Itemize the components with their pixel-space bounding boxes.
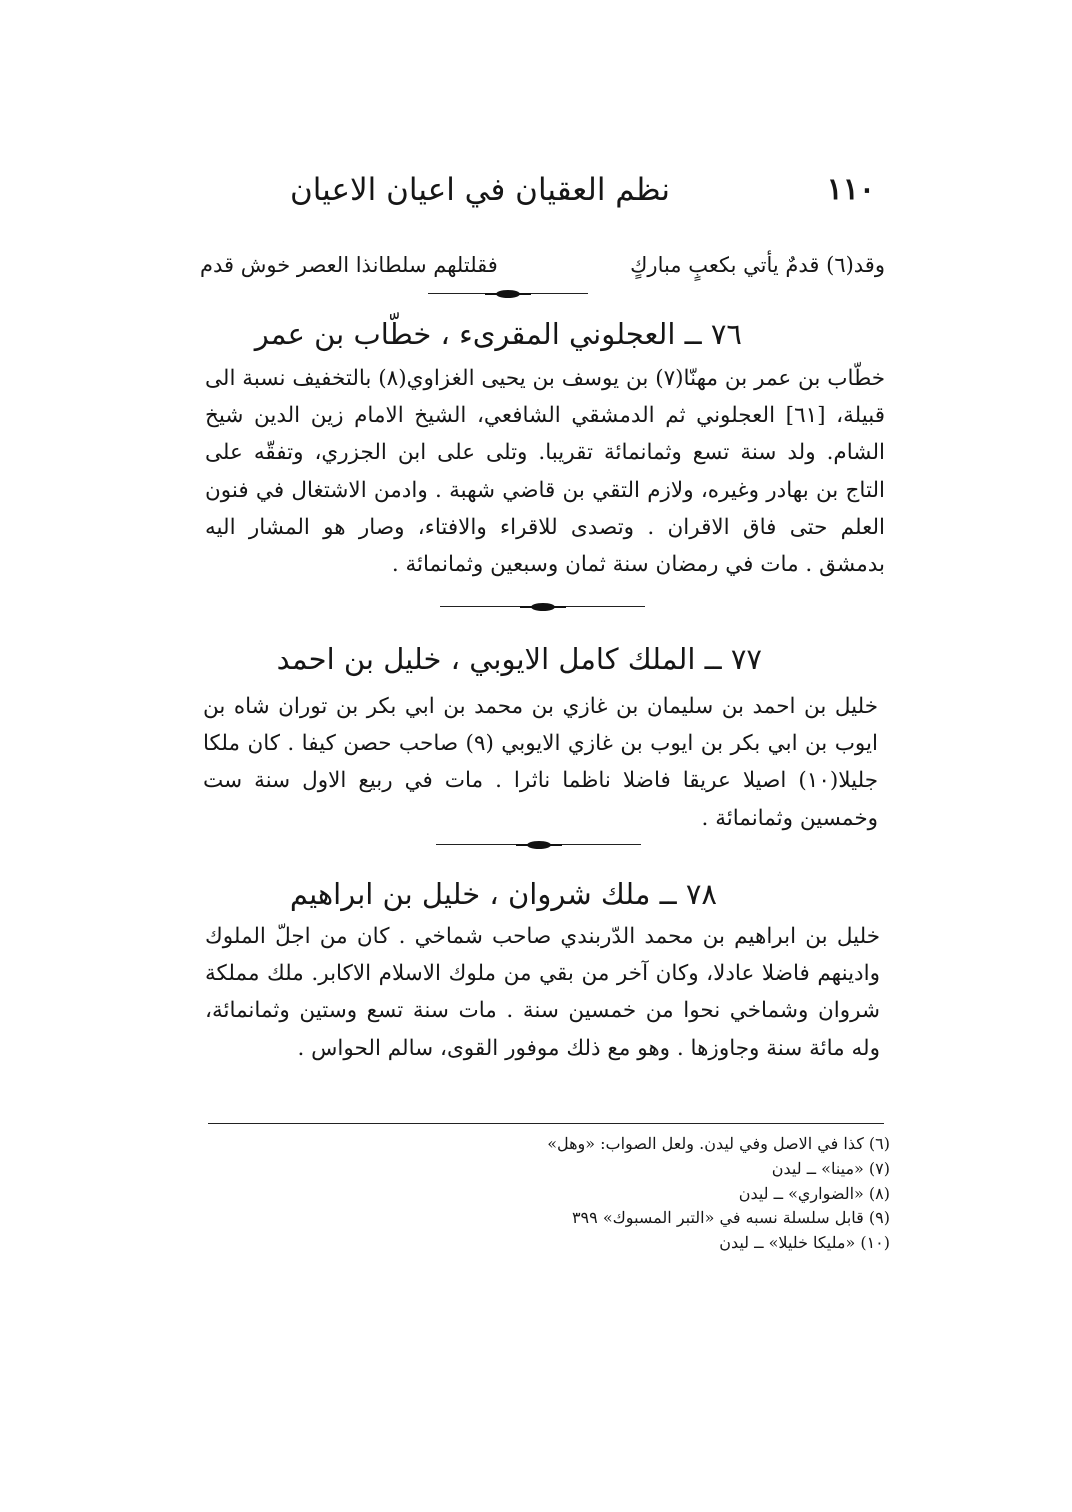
entry-heading-76: ٧٦ ــ العجلوني المقرىء ، خطّاب بن عمر: [254, 317, 742, 351]
section-divider-ornament: [440, 602, 645, 612]
section-divider-ornament: [428, 289, 588, 299]
section-divider-ornament: [436, 840, 641, 850]
footnote-9: (٩) قابل سلسلة نسبه في «التبر المسبوك» ٣٩٩: [571, 1208, 890, 1228]
running-title: نظم العقيان في اعيان الاعيان: [289, 172, 670, 208]
entry-text-76: خطّاب بن عمر بن مهنّا(٧) بن يوسف بن يحيى الغزاوي(٨) بالتخفيف نسبة الى قبيلة، [٦١] العجلوني ثم الدمشقي الشافعي، الشيخ الامام زين الدين شيخ الشام. ولد سنة تسع وثمانمائة تقريبا. وتلى على ابن الجزري، وتفقّه على التاج بن بهادر وغيره، ولازم التقي بن قاضي شهبة . وادمن الاشتغال في فنون العلم حتى فاق الاقران . وتصدى للاقراء والافتاء، وصار هو المشار اليه بدمشق . مات في رمضان سنة ثمان وسبعين وثمانمائة .: [205, 366, 886, 578]
page-header: [205, 168, 875, 218]
page-number: ١١٠: [826, 172, 875, 207]
footnote-7: (٧) «مينا» ــ ليدن: [771, 1158, 890, 1178]
footnote-separator: [208, 1123, 884, 1124]
entry-text-78: خليل بن ابراهيم بن محمد الدّربندي صاحب شماخي . كان من اجلّ الملوك وادينهم فاضلا عادلا، وكان آخر من بقي من ملوك الاسلام الاكابر. ملك مملكة شروان وشماخي نحوا من خمسين سنة . مات سنة تسع وستين وثمانمائة، وله مائة سنة وجاوزها . وهو مع ذلك موفور القوى، سالم الحواس .: [205, 924, 880, 1061]
verse-line: [200, 245, 885, 285]
entry-text-77: خليل بن احمد بن سليمان بن غازي بن محمد بن ابي بكر بن توران شاه بن ايوب بن ابي بكر بن ايوب بن غازي الايوبي (٩) صاحب حصن كيفا . كان ملكا جليلا(١٠) اصيلا عريقا فاضلا ناظما ناثرا . مات في ربيع الاول سنة ست وخمسين وثمانمائة .: [203, 694, 878, 831]
entry-heading-78: ٧٨ ــ ملك شروان ، خليل بن ابراهيم: [289, 877, 717, 911]
entry-heading-77: ٧٧ ــ الملك كامل الايوبي ، خليل بن احمد: [276, 642, 762, 676]
footnote-8: (٨) «الضواري» ــ ليدن: [738, 1183, 890, 1203]
verse-second-hemistich: فقلتلهم سلطانذا العصر خوش قدم: [200, 253, 498, 277]
footnote-10: (١٠) «مليكا خليلا» ــ ليدن: [719, 1233, 890, 1253]
verse-first-hemistich: وقد(٦) قدمٌ يأتي بكعبٍ مباركٍ: [630, 253, 885, 277]
footnotes-list: [300, 1132, 890, 1256]
footnote-6: (٦) كذا في الاصل وفي ليدن. ولعل الصواب: «وهل»: [547, 1134, 890, 1153]
